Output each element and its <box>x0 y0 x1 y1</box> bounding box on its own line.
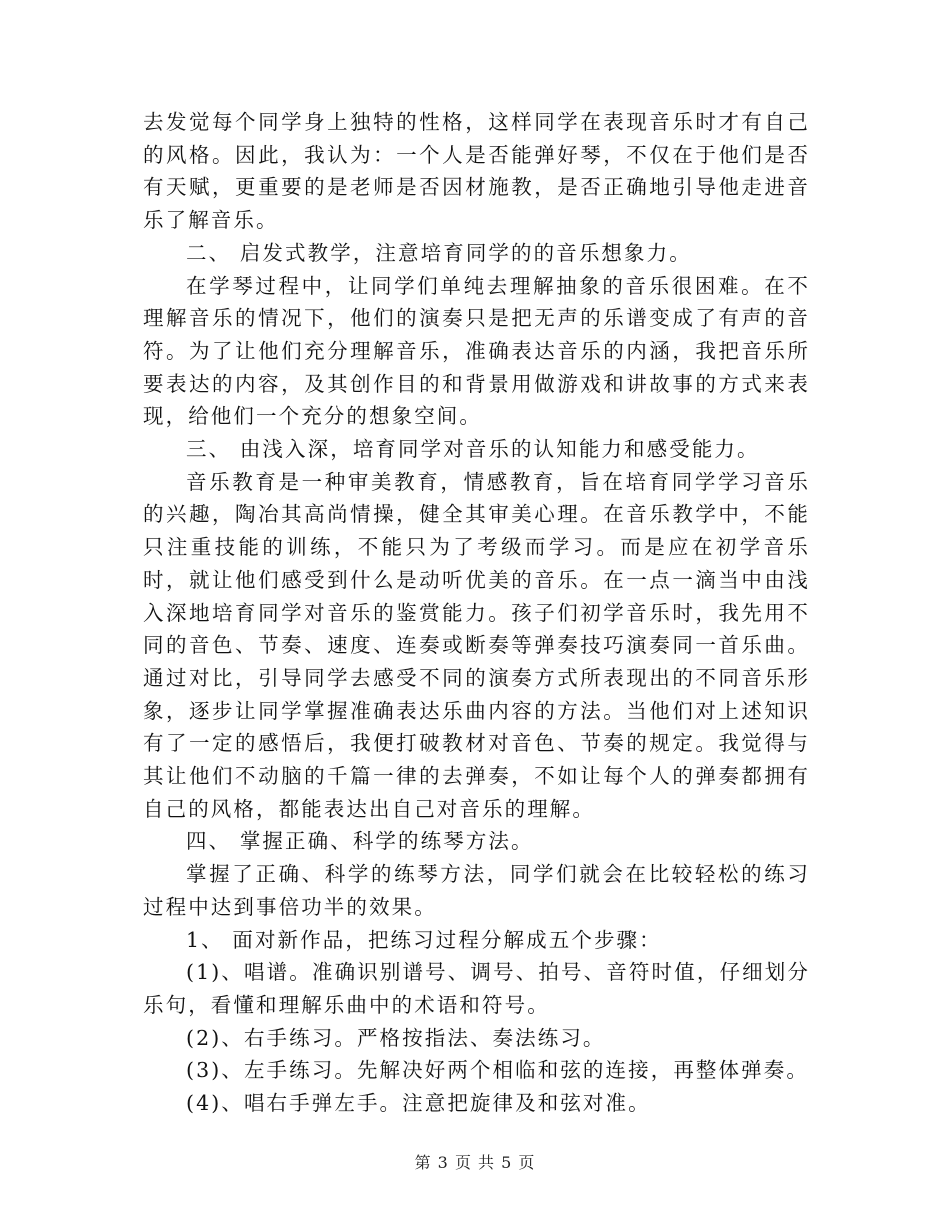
list-item-3: (3)、左手练习。先解决好两个相临和弦的连接，再整体弹奏。 <box>186 1058 809 1083</box>
paragraph-4: 掌握了正确、科学的练琴方法，同学们就会在比较轻松的练习过程中达到事倍功半的效果。 <box>143 862 810 919</box>
heading-section-2: 二、 启发式教学，注意培育同学的的音乐想象力。 <box>186 240 692 265</box>
list-item-1: (1)、唱谱。准确识别谱号、调号、拍号、音符时值，仔细划分乐句，看懂和理解乐曲中的术语和符号。 <box>143 960 810 1017</box>
heading-section-3: 三、 由浅入深，培育同学对音乐的认知能力和感受能力。 <box>186 437 760 462</box>
list-item-2: (2)、右手练习。严格按指法、奏法练习。 <box>186 1025 606 1050</box>
list-heading-1: 1、 面对新作品，把练习过程分解成五个步骤： <box>186 927 662 952</box>
document-body <box>143 106 810 1120</box>
page-number-footer: 第 3 页 共 5 页 <box>414 1153 536 1172</box>
paragraph-1: 去发觉每个同学身上独特的性格，这样同学在表现音乐时才有自己的风格。因此，我认为：一个人是否能弹好琴，不仅在于他们是否有天赋，更重要的是老师是否因材施教，是否正确地引导他走进音乐了解音乐。 <box>143 110 810 233</box>
paragraph-2: 在学琴过程中，让同学们单纯去理解抽象的音乐很困难。在不理解音乐的情况下，他们的演奏只是把无声的乐谱变成了有声的音符。为了让他们充分理解音乐，准确表达音乐的内涵，我把音乐所要表达的内容，及其创作目的和背景用做游戏和讲故事的方式来表现，给他们一个充分的想象空间。 <box>143 273 810 429</box>
list-item-4: (4)、唱右手弹左手。注意把旋律及和弦对准。 <box>186 1091 651 1116</box>
paragraph-3: 音乐教育是一种审美教育，情感教育，旨在培育同学学习音乐的兴趣，陶冶其高尚情操，健全其审美心理。在音乐教学中，不能只注重技能的训练，不能只为了考级而学习。而是应在初学音乐时，就让他们感受到什么是动听优美的音乐。在一点一滴当中由浅入深地培育同学对音乐的鉴赏能力。孩子们初学音乐时，我先用不同的音色、节奏、速度、连奏或断奏等弹奏技巧演奏同一首乐曲。通过对比，引导同学去感受不同的演奏方式所表现出的不同音乐形象，逐步让同学掌握准确表达乐曲内容的方法。当他们对上述知识有了一定的感悟后，我便打破教材对音色、节奏的规定。我觉得与其让他们不动脑的千篇一律的去弹奏，不如让每个人的弹奏都拥有自己的风格，都能表达出自己对音乐的理解。 <box>143 469 810 821</box>
heading-section-4: 四、 掌握正确、科学的练琴方法。 <box>186 829 534 854</box>
